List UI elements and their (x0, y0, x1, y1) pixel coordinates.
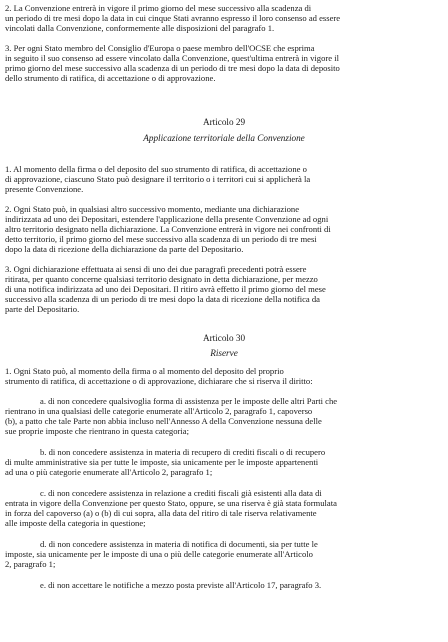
text-line: parte del Depositario. (5, 304, 80, 314)
text-line: e. di non accettare le notifiche a mezzo posta previste all'Articolo 17, paragrafo 3. (40, 580, 322, 590)
text-line: di una notifica indirizzata ad uno dei Depositari. Il ritiro avrà effetto il primo giorno del mese (5, 284, 326, 294)
text-line: vincolati dalla Convenzione, conformemente alle disposizioni del paragrafo 1. (5, 23, 275, 33)
text-line: (b), a patto che tale Parte non abbia incluso nell'Annesso A della Convenzione nessuna delle (5, 416, 322, 426)
text-line: presente Convenzione. (5, 184, 84, 194)
article-30-title: Articolo 30 (202, 333, 246, 343)
text-line: entrata in vigore della Convenzione per questo Stato, oppure, se una riserva è già stata formulata (5, 498, 337, 508)
text-line: strumento di ratifica, di accettazione o di approvazione, dichiarare che si riserva il diritto: (5, 376, 313, 386)
text-line: di multe amministrative sia per tutte le imposte, sia unicamente per le imposte appartenenti (5, 457, 319, 467)
text-line: dello strumento di ratifica, di accettazione o di approvazione. (5, 73, 216, 83)
text-line: di approvazione, ciascuno Stato può designare il territorio o i territori cui si applicherà la (5, 174, 311, 184)
text-line: alle imposte della categoria in questione; (5, 518, 146, 528)
text-line: ritirata, per quanto concerne qualsiasi territorio designato in detta dichiarazione, per mezzo (5, 274, 318, 284)
text-line: altro territorio designato nella dichiarazione. La Convenzione entrerà in vigore nei confronti di (5, 224, 331, 234)
article-29-title: Articolo 29 (202, 117, 246, 127)
text-line: b. di non concedere assistenza in materia di recupero di crediti fiscali o di recupero (40, 447, 326, 457)
text-line: sue proprie imposte che rientrano in questa categoria; (5, 426, 189, 436)
text-line: c. di non concedere assistenza in relazione a crediti fiscali già esistenti alla data di (40, 488, 322, 498)
text-line: detto territorio, il primo giorno del mese successivo alla scadenza di un periodo di tre mesi (5, 234, 317, 244)
text-line: dopo la data di ricezione della dichiarazione da parte del Depositario. (5, 244, 244, 254)
text-line: 2, paragrafo 1; (5, 559, 56, 569)
text-line: 3. Ogni dichiarazione effettuata ai sensi di uno dei due paragrafi precedenti potrà essere (5, 264, 307, 274)
text-line: a. di non concedere qualsivoglia forma di assistenza per le imposte delle altri Parti che (40, 396, 338, 406)
text-line: in seguito il suo consenso ad essere vincolato dalla Convenzione, quest'ultima entrerà in vigore il (5, 53, 339, 63)
text-line: imposte, sia unicamente per le imposte di una o più delle categorie enumerate all'Articolo (5, 549, 313, 559)
text-line: 3. Per ogni Stato membro del Consiglio d'Europa o paese membro dell'OCSE che esprima (5, 43, 315, 53)
text-line: 2. La Convenzione entrerà in vigore il primo giorno del mese successivo alla scadenza di (5, 3, 312, 13)
article-30-subtitle: Riserve (210, 348, 238, 358)
text-line: 2. Ogni Stato può, in qualsiasi altro successivo momento, mediante una dichiarazione (5, 204, 300, 214)
text-line: un periodo di tre mesi dopo la data in cui cinque Stati avranno espresso il loro consenso ad essere (5, 13, 341, 23)
text-line: rientrano in una qualsiasi delle categorie enumerate all'Articolo 2, paragrafo 1, capoverso (5, 406, 313, 416)
text-line: ad una o più categorie enumerate all'Articolo 2, paragrafo 1; (5, 467, 213, 477)
text-line: indirizzata ad uno dei Depositari, estendere l'applicazione della presente Convenzione ad ogni (5, 214, 329, 224)
text-line: in forza del capoverso (a) o (b) di cui sopra, alla data del ritiro di tale riserva relativamente (5, 508, 317, 518)
article-29-subtitle: Applicazione territoriale della Convenzione (143, 133, 305, 143)
text-line: 1. Al momento della firma o del deposito del suo strumento di ratifica, di accettazione o (5, 164, 307, 174)
text-line: successivo alla scadenza di un periodo di tre mesi dopo la data di ricezione della notifica da (5, 294, 320, 304)
text-line: d. di non concedere assistenza in materia di notifica di documenti, sia per tutte le (40, 539, 318, 549)
text-line: 1. Ogni Stato può, al momento della firma o al momento del deposito del proprio (5, 366, 284, 376)
text-line: primo giorno del mese successivo alla scadenza di un periodo di tre mesi dopo la data di deposito (5, 63, 340, 73)
